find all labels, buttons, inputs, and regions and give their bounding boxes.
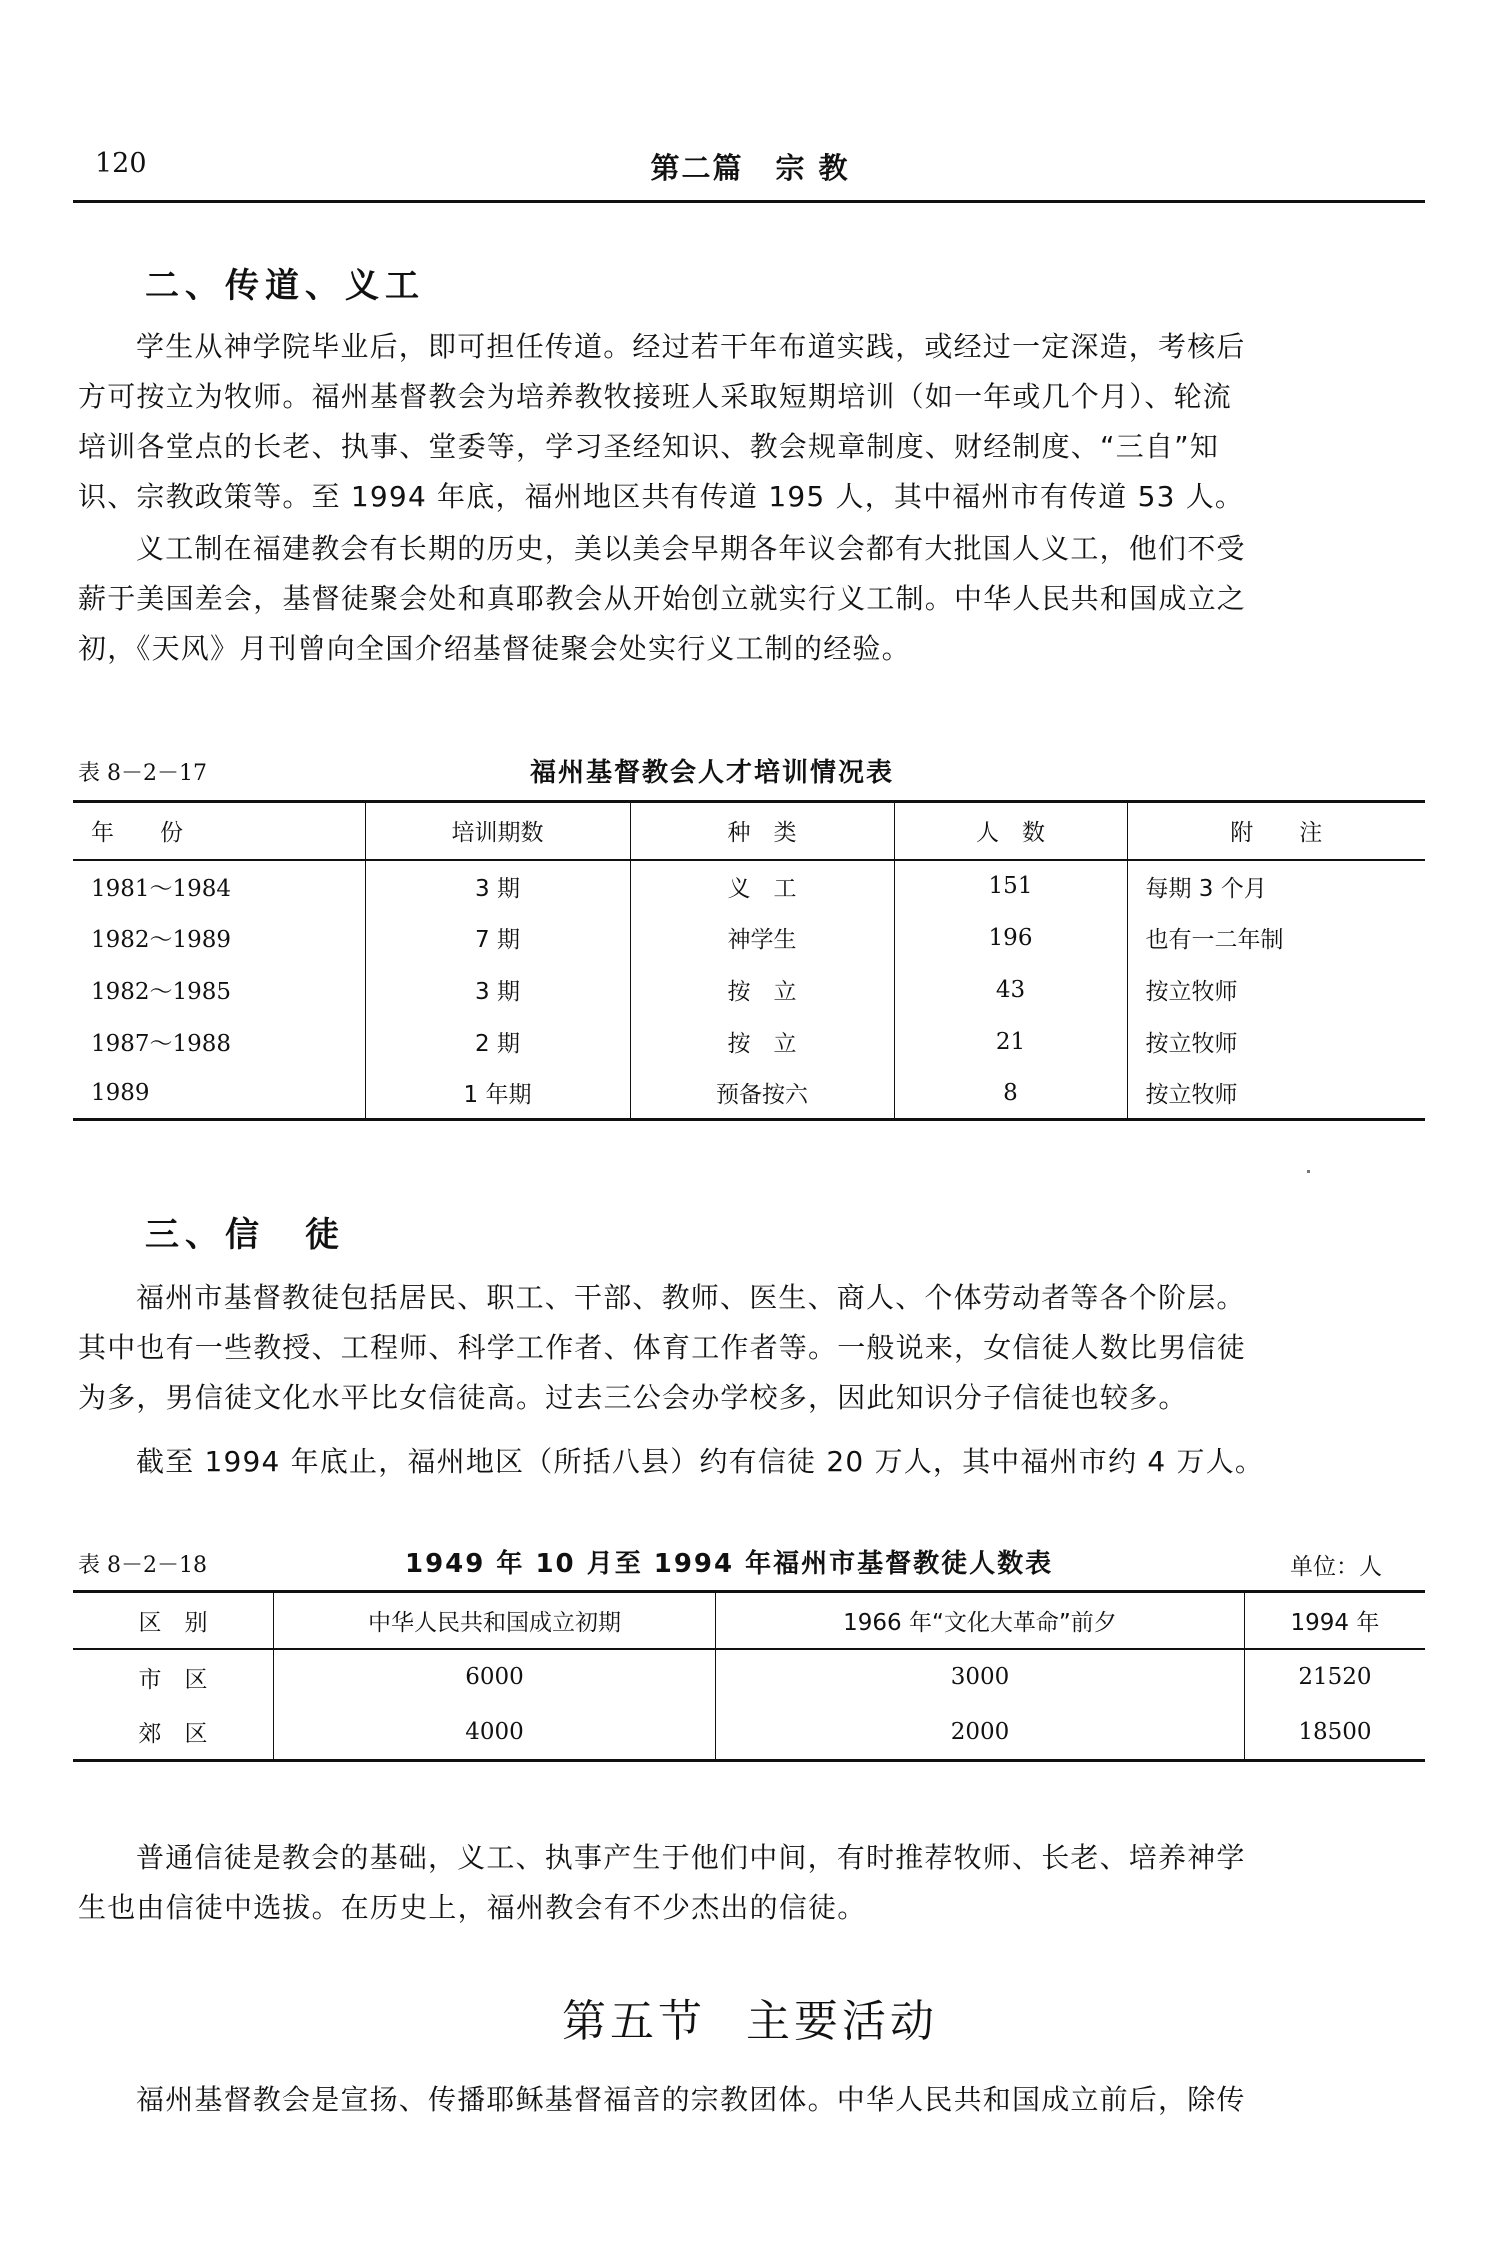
paragraph-line: 其中也有一些教授、工程师、科学工作者、体育工作者等。一般说来，女信徒人数比男信徒 (78, 1331, 1247, 1364)
table-row (73, 1705, 1425, 1761)
paragraph-chapter-intro (78, 2075, 1428, 2125)
column-header: 1966 年“文化大革命”前夕 (716, 1592, 1245, 1649)
running-header (0, 146, 1500, 187)
section-heading-believers: 三、信 徒 (145, 1215, 345, 1255)
table-row (73, 1016, 1425, 1068)
paragraph-line: 生也由信徒中选拔。在历史上，福州教会有不少杰出的信徒。 (78, 1891, 867, 1924)
table-unit: 单位：人 (1290, 1554, 1382, 1580)
paragraph-volunteer-system (78, 524, 1428, 674)
table-cell: 市 区 (73, 1649, 274, 1705)
table-row (73, 912, 1425, 964)
table-cell: 按 立 (630, 964, 894, 1016)
table-cell: 3 期 (365, 860, 630, 912)
chapter-label: 第五节 (562, 1996, 706, 2047)
table-cell: 按立牧师 (1145, 979, 1238, 1005)
table-cell: 1 年期 (365, 1068, 630, 1120)
table-cell: 预备按六 (630, 1068, 894, 1120)
column-header: 培训期数 (365, 802, 630, 860)
paragraph-believers-composition (78, 1273, 1428, 1423)
table-title: 福州基督教会人才培训情况表 (530, 758, 895, 788)
chapter-heading (0, 1985, 1500, 2049)
table-cell: 151 (894, 860, 1127, 912)
table-header-row (73, 1592, 1425, 1649)
paragraph-line: 福州市基督教徒包括居民、职工、干部、教师、医生、商人、个体劳动者等各个阶层。 (136, 1281, 1246, 1314)
column-header: 人 数 (894, 802, 1127, 860)
paragraph-line: 福州基督教会是宣扬、传播耶稣基督福音的宗教团体。中华人民共和国成立前后，除传 (136, 2083, 1246, 2116)
table-cell: 21520 (1298, 1664, 1372, 1690)
table-cell: 21 (894, 1016, 1127, 1068)
table-cell: 3 期 (365, 964, 630, 1016)
table-cell: 6000 (274, 1649, 716, 1705)
table-cell: 也有一二年制 (1145, 927, 1284, 953)
table-cell: 2 期 (365, 1016, 630, 1068)
table-cell: 43 (894, 964, 1127, 1016)
scan-speck (1307, 1170, 1310, 1173)
table-row (73, 860, 1425, 912)
table-cell: 郊 区 (73, 1705, 274, 1761)
table-cell: 1981～1984 (73, 860, 365, 912)
header-rule (73, 200, 1425, 203)
running-header-part: 第二篇 (650, 151, 744, 185)
table-cell: 按立牧师 (1145, 1031, 1238, 1057)
column-header: 区 别 (73, 1592, 274, 1649)
paragraph-line: 学生从神学院毕业后，即可担任传道。经过若干年布道实践，或经过一定深造，考核后 (136, 330, 1246, 363)
table-cell: 2000 (716, 1705, 1245, 1761)
paragraph-line: 为多，男信徒文化水平比女信徒高。过去三公会办学校多，因此知识分子信徒也较多。 (78, 1381, 1188, 1414)
paragraph-believers-count (78, 1437, 1428, 1487)
table-cell: 每期 3 个月 (1145, 875, 1267, 902)
table-header-row (73, 802, 1425, 860)
column-header: 年 份 (73, 802, 365, 860)
training-table (73, 800, 1425, 1121)
believers-count-table (73, 1590, 1425, 1762)
paragraph-line: 识、宗教政策等。至 1994 年底，福州地区共有传道 195 人，其中福州市有传道 53 人。 (78, 480, 1245, 513)
table-cell: 按立牧师 (1145, 1082, 1238, 1109)
table-cell: 神学生 (630, 912, 894, 964)
table-cell: 7 期 (365, 912, 630, 964)
table-cell: 1982～1989 (73, 912, 365, 964)
chapter-title: 主要活动 (746, 1996, 938, 2047)
table-cell: 3000 (716, 1649, 1245, 1705)
section-heading-preaching-volunteers: 二、传道、义工 (145, 266, 425, 306)
paragraph-line: 培训各堂点的长老、执事、堂委等，学习圣经知识、教会规章制度、财经制度、“三自”知 (78, 430, 1220, 463)
table-row (73, 1068, 1425, 1120)
paragraph-line: 义工制在福建教会有长期的历史，美以美会早期各年议会都有大批国人义工，他们不受 (136, 532, 1246, 565)
paragraph-line: 截至 1994 年底止，福州地区（所括八县）约有信徒 20 万人，其中福州市约 4 万人。 (136, 1445, 1265, 1478)
paragraph-line: 普通信徒是教会的基础，义工、执事产生于他们中间，有时推荐牧师、长老、培养神学 (136, 1841, 1246, 1874)
table-cell: 1982～1985 (73, 964, 365, 1016)
table-cell: 196 (894, 912, 1127, 964)
column-header: 附 注 (1230, 820, 1323, 847)
table-row (73, 964, 1425, 1016)
table-cell: 按 立 (630, 1016, 894, 1068)
column-header: 中华人民共和国成立初期 (274, 1592, 716, 1649)
paragraph-ordinary-believers (78, 1833, 1428, 1933)
table-row (73, 1649, 1425, 1705)
table-cell: 8 (894, 1068, 1127, 1120)
page-number: 120 (95, 148, 147, 179)
column-header: 1994 年 (1290, 1609, 1380, 1636)
paragraph-line: 初，《天风》月刊曾向全国介绍基督徒聚会处实行义工制的经验。 (78, 632, 911, 665)
paragraph-line: 薪于美国差会，基督徒聚会处和真耶教会从开始创立就实行义工制。中华人民共和国成立之 (78, 582, 1247, 615)
table-number: 表 8－2－17 (78, 761, 207, 786)
table-cell: 18500 (1298, 1718, 1372, 1745)
table-cell: 1989 (73, 1068, 365, 1120)
running-header-subject: 宗 教 (775, 151, 850, 185)
table-cell: 义 工 (630, 860, 894, 912)
column-header: 种 类 (630, 802, 894, 860)
table-cell: 4000 (274, 1705, 716, 1761)
table-cell: 1987～1988 (73, 1016, 365, 1068)
paragraph-preachers (78, 322, 1428, 522)
table-number: 表 8－2－18 (78, 1553, 207, 1578)
table-title: 1949 年 10 月至 1994 年福州市基督教徒人数表 (405, 1549, 1054, 1579)
paragraph-line: 方可按立为牧师。福州基督教会为培养教牧接班人采取短期培训（如一年或几个月）、轮流 (78, 380, 1233, 413)
